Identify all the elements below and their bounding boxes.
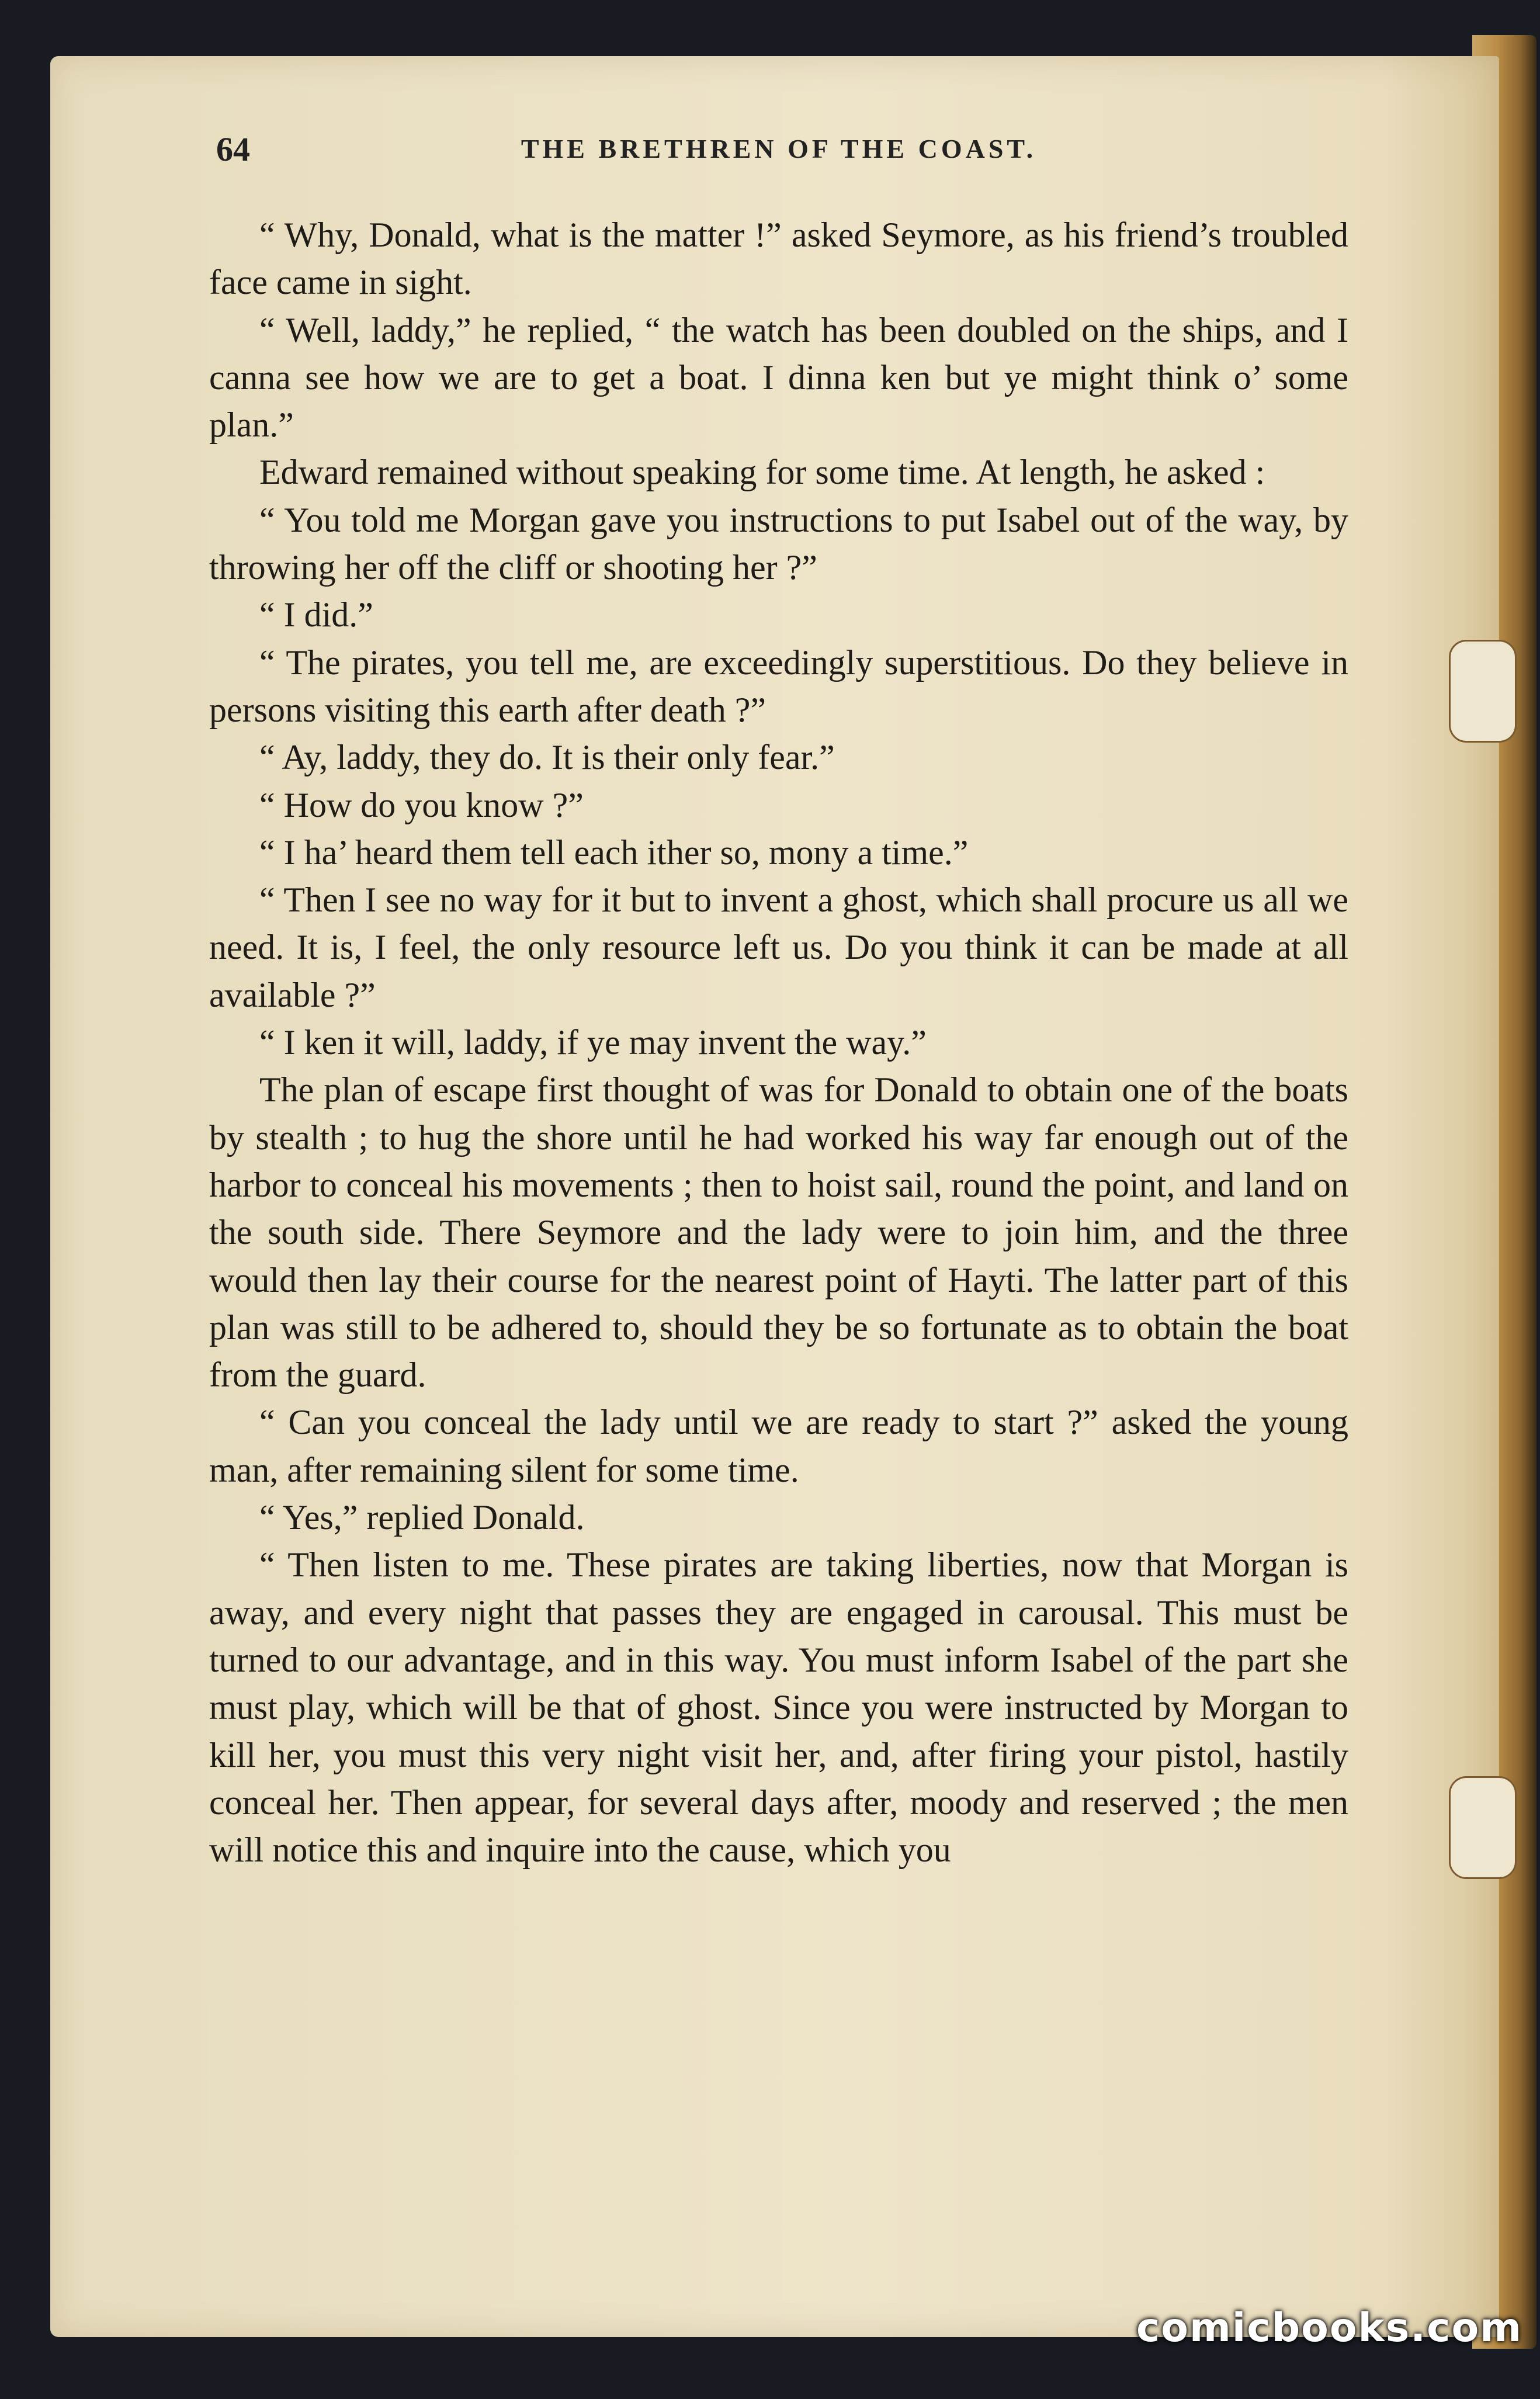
- binding-tab-upper: [1449, 640, 1517, 743]
- paragraph: “ I ken it will, laddy, if ye may invent the way.”: [259, 1023, 927, 1062]
- running-title: THE BRETHREN OF THE COAST.: [521, 134, 1037, 164]
- paragraph: “ Then I see no way for it but to invent a ghost, which shall procure us all we need. It is, I feel, the only resource left us. Do you think it can be made at all available ?”: [209, 880, 1348, 1014]
- page-number: 64: [216, 130, 250, 168]
- paragraph: “ Why, Donald, what is the matter !” asked Seymore, as his friend’s troubled face came in sight.: [209, 216, 1348, 302]
- page-header: [209, 130, 1348, 176]
- body-text: [209, 212, 1348, 1874]
- paragraph: “ Yes,” replied Donald.: [259, 1498, 585, 1537]
- paragraph: Edward remained without speaking for some time. At length, he asked :: [259, 453, 1265, 492]
- paragraph: “ Can you conceal the lady until we are ready to start ?” asked the young man, after remaining silent for some time.: [209, 1403, 1348, 1489]
- paragraph: “ You told me Morgan gave you instructions to put Isabel out of the way, by throwing her off the cliff or shooting her ?”: [209, 500, 1348, 587]
- paragraph: “ The pirates, you tell me, are exceedingly superstitious. Do they believe in persons visiting this earth after death ?”: [209, 643, 1348, 729]
- binding-tab-lower: [1449, 1776, 1517, 1879]
- paragraph: “ I did.”: [259, 595, 373, 635]
- paragraph: “ How do you know ?”: [259, 785, 584, 824]
- paragraph: “ Well, laddy,” he replied, “ the watch has been doubled on the ships, and I canna see how we are to get a boat. I dinna ken but ye might think o’ some plan.”: [209, 310, 1348, 445]
- paragraph: “ I ha’ heard them tell each ither so, mony a time.”: [259, 833, 969, 872]
- paragraph: “ Then listen to me. These pirates are taking liberties, now that Morgan is away, and every night that passes they are engaged in carousal. This must be turned to our advantage, and in this way. You must inform Isabel of the part she must play, which will be that of ghost. Since you were instructed by Morgan to kill her, you must this very night visit her, and, after firing your pistol, hastily conceal her. Then appear, for several days after, moody and reserved ; the men will notice this and inquire into the cause, which you: [209, 1545, 1348, 1870]
- paragraph: “ Ay, laddy, they do. It is their only fear.”: [259, 738, 835, 777]
- paragraph: The plan of escape first thought of was for Donald to obtain one of the boats by stealth ; to hug the shore until he had worked his way far enough out of the harbor to conceal his movements ; then to hoist sail, round the point, and land on the south side. There Seymore and the lady were to join him, and the three would then lay their course for the nearest point of Hayti. The latter part of this plan was still to be adhered to, should they be so fortunate as to obtain the boat from the guard.: [209, 1070, 1348, 1395]
- site-watermark: comicbooks.com: [1136, 2305, 1523, 2351]
